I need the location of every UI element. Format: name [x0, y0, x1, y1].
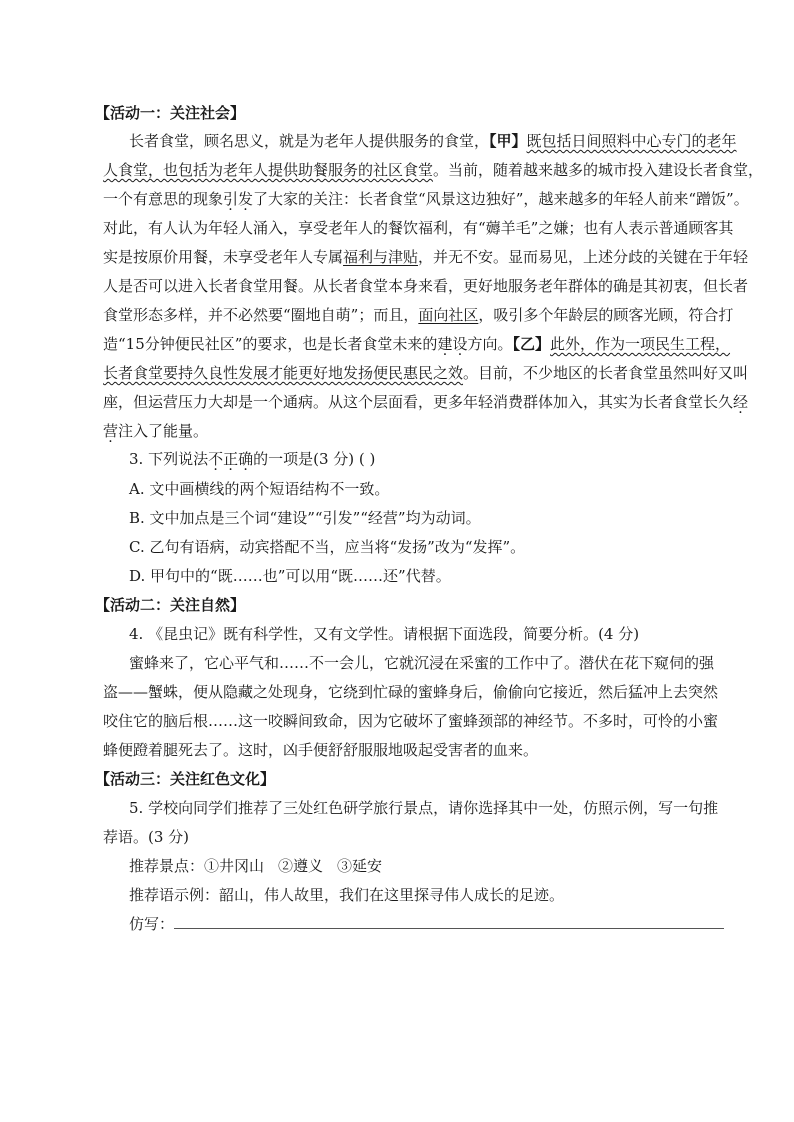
sentence-jia-part1: 既包括日间照料中心专门的老年 [526, 132, 737, 150]
example-recommendation: 推荐语示例：韶山，伟人故里，我们在这里探寻伟人成长的足迹。 [129, 886, 565, 904]
dotted-char: 不 [208, 450, 224, 468]
activity1-heading: 【活动一：关注社会】 [95, 104, 246, 122]
imitation-row: 仿写： [129, 914, 724, 934]
passage-line-7: 食堂形态多样，并不必然要“圈地自萌”；而且，面向社区，吸引多个年龄层的顾客光顾，符合打 [103, 306, 734, 324]
excerpt-line-3: 咬住它的脑后根……这一咬瞬间致命，因为它破坏了蜜蜂颈部的神经节。不多时，可怜的小蜜 [103, 712, 719, 730]
underlined-phrase: 面向社区 [418, 306, 479, 324]
sentence-yi-part2: 长者食堂要持久良性发展才能更好地发扬便民惠民之效 [103, 364, 464, 382]
passage-line-1: 长者食堂，顾名思义，就是为老年人提供服务的食堂，【甲】既包括日间照料中心专门的老年 [129, 132, 737, 150]
excerpt-line-2: 盗——蟹蛛，便从隐藏之处现身，它绕到忙碌的蜜蜂身后，偷偷向它接近，然后猛冲上去突然 [103, 683, 719, 701]
dotted-char: 营 [103, 422, 119, 440]
sentence-yi-part1: 此外，作为一项民生工程， [550, 335, 731, 353]
dotted-char: 设 [452, 335, 468, 353]
option-c: C. 乙句有语病，动宾搭配不当，应当将“发扬”改为“发挥”。 [129, 538, 526, 556]
passage-line-6: 人是否可以进入长者食堂用餐。从长者食堂本身来看，更好地服务老年群体的确是其初衷，但长者 [103, 277, 749, 295]
sentence-jia-part2: 人食堂，也包括为老年人提供助餐服务的社区食堂 [103, 161, 434, 179]
spot-yanan: ③延安 [337, 857, 383, 875]
dotted-char: 正 [223, 450, 239, 468]
underlined-phrase: 福利与津贴 [343, 248, 419, 266]
passage-line-11: 营注入了能量。 [103, 422, 209, 440]
dotted-char: 发 [238, 190, 254, 208]
passage-line-10: 座，但运营压力大却是一个通病。从这个层面看，更多年轻消费群体加入，其实为长者食堂长久经 [103, 393, 749, 411]
dotted-char: 引 [223, 190, 239, 208]
option-b: B. 文中加点是三个词“建设”“引发”“经营”均为动词。 [129, 509, 481, 527]
dotted-char: 经 [733, 393, 749, 411]
spot-jinggangshan: ①井冈山 [204, 857, 265, 875]
question-4-stem: 4. 《昆虫记》既有科学性，又有文学性。请根据下面选段，简要分析。(4 分) [129, 625, 640, 643]
passage-line-9: 长者食堂要持久良性发展才能更好地发扬便民惠民之效。目前，不少地区的长者食堂虽然叫好又叫 [103, 364, 749, 382]
passage-line-3: 一个有意思的现象引发了大家的关注：长者食堂“风景这边独好”，越来越多的年轻人前来“蹭饭”。 [103, 190, 749, 208]
spot-zunyi: ②遵义 [278, 857, 324, 875]
excerpt-line-1: 蜜蜂来了，它心平气和……不一会儿，它就沉浸在采蜜的工作中了。潜伏在花下窥伺的强 [129, 654, 715, 672]
passage-line-2: 人食堂，也包括为老年人提供助餐服务的社区食堂。当前，随着越来越多的城市投入建设长者食堂， [103, 161, 764, 179]
option-a: A. 文中画横线的两个短语结构不一致。 [129, 480, 390, 498]
activity2-heading: 【活动二：关注自然】 [95, 596, 246, 614]
excerpt-line-4: 蜂便蹬着腿死去了。这时，凶手便舒舒服服地吸起受害者的血来。 [103, 741, 539, 759]
tag-yi: 【乙】 [512, 335, 550, 353]
dotted-char: 建 [437, 335, 453, 353]
activity3-heading: 【活动三：关注红色文化】 [95, 770, 276, 788]
question-3-stem: 3. 下列说法不正确的一项是(3 分) ( ) [129, 450, 376, 468]
passage-line-4: 对此，有人认为年轻人涌入，享受老年人的餐饮福利，有“薅羊毛”之嫌；也有人表示普通顾客其 [103, 219, 734, 237]
passage-line-5: 实是按原价用餐，未享受老年人专属福利与津贴，并无不安。显而易见，上述分歧的关键在于年轻 [103, 248, 749, 266]
dotted-char: 确 [238, 450, 254, 468]
question-5-stem-line2: 荐语。(3 分) [103, 828, 190, 846]
question-5-stem-line1: 5. 学校向同学们推荐了三处红色研学旅行景点，请你选择其中一处，仿照示例，写一句推 [129, 799, 719, 817]
tag-jia: 【甲】 [489, 132, 527, 150]
passage-line-8: 造“15分钟便民社区”的要求，也是长者食堂未来的建设方向。【乙】此外，作为一项民生工程， [103, 335, 731, 353]
option-d: D. 甲句中的“既……也”可以用“既……还”代替。 [129, 567, 451, 585]
answer-blank-line[interactable] [174, 914, 724, 929]
recommended-spots: 推荐景点：①井冈山 ②遵义 ③延安 [129, 857, 383, 875]
